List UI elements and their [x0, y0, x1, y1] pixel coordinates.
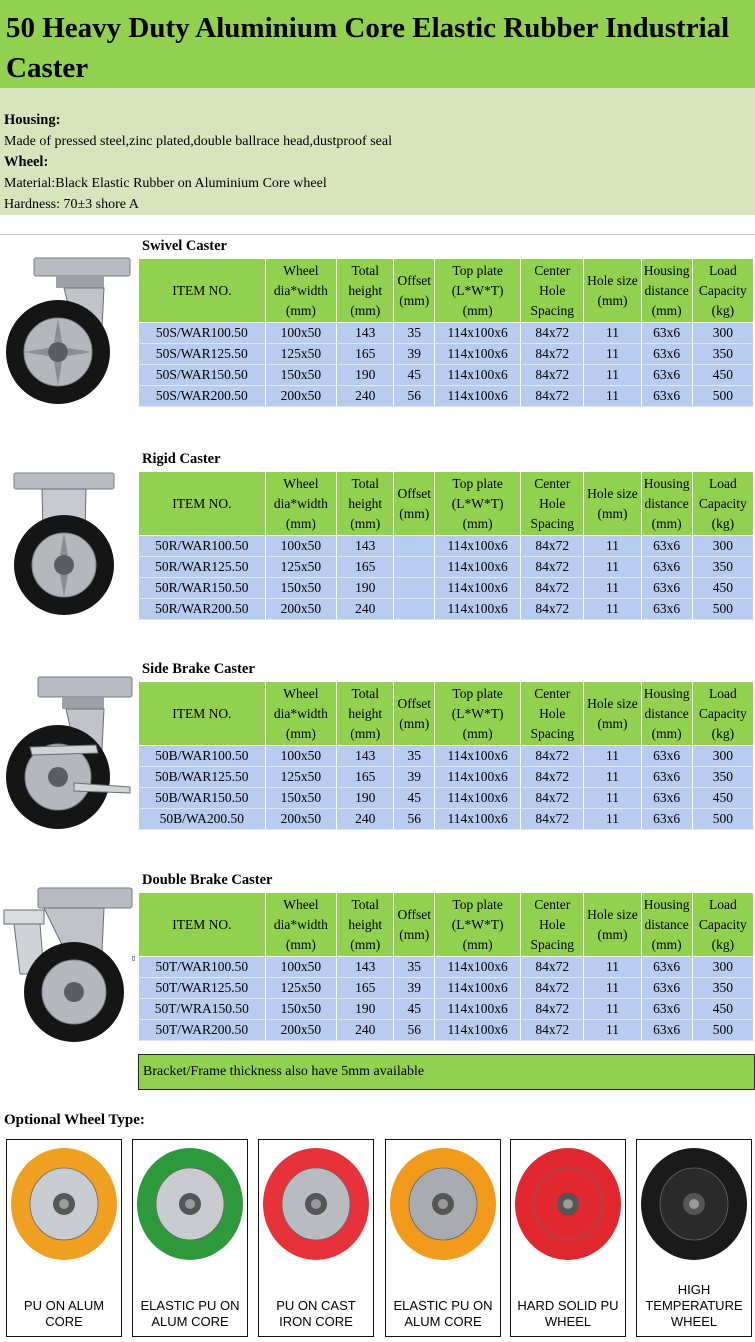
table-cell: 114x100x6 [435, 978, 521, 999]
table-cell: 50R/WAR125.50 [139, 557, 266, 578]
wheel-image [7, 1142, 121, 1266]
column-header: ITEM NO. [139, 259, 266, 323]
table-cell: 50T/WAR100.50 [139, 957, 266, 978]
table-cell: 350 [692, 344, 753, 365]
table-cell: 35 [394, 323, 435, 344]
column-header: Hole size (mm) [584, 259, 641, 323]
table-row [139, 746, 754, 767]
table-cell: 100x50 [265, 536, 337, 557]
table-cell: 11 [584, 578, 641, 599]
table-cell: 100x50 [265, 746, 337, 767]
table-cell: 240 [337, 809, 394, 830]
table-cell: 50B/WAR100.50 [139, 746, 266, 767]
table-cell: 35 [394, 746, 435, 767]
column-header: Load Capacity (kg) [692, 893, 753, 957]
wheel-image [511, 1142, 625, 1266]
optional-wheel-title: Optional Wheel Type: [4, 1112, 145, 1128]
table-cell: 165 [337, 978, 394, 999]
column-header: Offset (mm) [394, 472, 435, 536]
table-cell: 114x100x6 [435, 746, 521, 767]
table-cell: 39 [394, 344, 435, 365]
column-header: ITEM NO. [139, 893, 266, 957]
table-cell: 450 [692, 365, 753, 386]
title-bar [0, 0, 755, 88]
column-header: Load Capacity (kg) [692, 259, 753, 323]
table-cell: 11 [584, 557, 641, 578]
table-cell: 150x50 [265, 365, 337, 386]
table-cell: 63x6 [641, 999, 692, 1020]
column-header: ITEM NO. [139, 682, 266, 746]
table-cell: 63x6 [641, 978, 692, 999]
wheel-type-card [132, 1139, 248, 1337]
table-cell: 84x72 [521, 344, 584, 365]
column-header: Wheel dia*width (mm) [265, 259, 337, 323]
table-cell: 56 [394, 1020, 435, 1041]
table-cell: 114x100x6 [435, 999, 521, 1020]
table-cell: 190 [337, 999, 394, 1020]
table-cell: 11 [584, 365, 641, 386]
table-cell: 150x50 [265, 788, 337, 809]
table-cell: 350 [692, 978, 753, 999]
table-cell: 50B/WAR125.50 [139, 767, 266, 788]
table-cell: 56 [394, 386, 435, 407]
table-cell: 125x50 [265, 557, 337, 578]
table-cell: 300 [692, 746, 753, 767]
table-row [139, 599, 754, 620]
table-cell: 50T/WAR125.50 [139, 978, 266, 999]
table-cell: 114x100x6 [435, 578, 521, 599]
table-cell: 11 [584, 809, 641, 830]
table-cell: 114x100x6 [435, 536, 521, 557]
column-header: Wheel dia*width (mm) [265, 472, 337, 536]
table-cell: 150x50 [265, 999, 337, 1020]
table-row [139, 365, 754, 386]
table-cell: 50B/WAR150.50 [139, 788, 266, 809]
table-row [139, 557, 754, 578]
table-cell: 11 [584, 746, 641, 767]
table-cell: 500 [692, 809, 753, 830]
table-cell: 125x50 [265, 344, 337, 365]
table-cell: 63x6 [641, 557, 692, 578]
section-title: Swivel Caster [142, 238, 227, 254]
column-header: Top plate (L*W*T) (mm) [435, 893, 521, 957]
double-brake-spec-table [138, 892, 754, 1041]
column-header: Center Hole Spacing [521, 682, 584, 746]
housing-heading: Housing: [4, 112, 61, 128]
table-cell: 63x6 [641, 767, 692, 788]
wheel-type-label: ELASTIC PU ON ALUM CORE [140, 1298, 240, 1329]
column-header: Hole size (mm) [584, 472, 641, 536]
table-cell: 84x72 [521, 599, 584, 620]
table-cell: 84x72 [521, 578, 584, 599]
housing-text: Made of pressed steel,zinc plated,double ballrace head,dustproof seal [4, 134, 392, 149]
table-row [139, 344, 754, 365]
column-header: Offset (mm) [394, 893, 435, 957]
spec-panel [0, 88, 755, 215]
wheel-image [259, 1142, 373, 1266]
section-title: Double Brake Caster [142, 872, 273, 888]
table-cell: 63x6 [641, 536, 692, 557]
table-cell: 50B/WA200.50 [139, 809, 266, 830]
table-row [139, 767, 754, 788]
table-cell: 143 [337, 957, 394, 978]
column-header: Housing distance (mm) [641, 472, 692, 536]
table-cell: 56 [394, 809, 435, 830]
table-cell: 63x6 [641, 599, 692, 620]
table-cell: 165 [337, 767, 394, 788]
table-cell: 114x100x6 [435, 767, 521, 788]
table-cell: 11 [584, 957, 641, 978]
table-cell: 450 [692, 578, 753, 599]
table-cell: 11 [584, 978, 641, 999]
table-cell: 143 [337, 746, 394, 767]
table-cell: 84x72 [521, 536, 584, 557]
thickness-note: Bracket/Frame thickness also have 5mm available [138, 1054, 755, 1090]
table-cell [394, 536, 435, 557]
wheel-hardness: Hardness: 70±3 shore A [4, 197, 139, 212]
table-row [139, 999, 754, 1020]
table-cell: 143 [337, 536, 394, 557]
table-cell: 84x72 [521, 767, 584, 788]
table-cell: 500 [692, 1020, 753, 1041]
column-header: Offset (mm) [394, 259, 435, 323]
column-header: Total height (mm) [337, 259, 394, 323]
column-header: Load Capacity (kg) [692, 682, 753, 746]
wheel-image [133, 1142, 247, 1266]
wheel-image [637, 1142, 751, 1266]
table-cell: 114x100x6 [435, 809, 521, 830]
wheel-type-label: PU ON CAST IRON CORE [276, 1298, 356, 1329]
table-cell: 50T/WAR200.50 [139, 1020, 266, 1041]
table-cell: 84x72 [521, 1020, 584, 1041]
table-cell: 45 [394, 999, 435, 1020]
section-title: Rigid Caster [142, 451, 221, 467]
table-cell: 63x6 [641, 1020, 692, 1041]
table-cell: 240 [337, 599, 394, 620]
wheel-type-card [258, 1139, 374, 1337]
table-cell: 114x100x6 [435, 557, 521, 578]
table-cell: 11 [584, 344, 641, 365]
table-cell: 100x50 [265, 323, 337, 344]
side-brake-caster-image [0, 673, 136, 837]
table-cell: 45 [394, 365, 435, 386]
table-row [139, 809, 754, 830]
wheel-type-card [6, 1139, 122, 1337]
double-brake-caster-image [0, 884, 136, 1050]
table-cell: 500 [692, 386, 753, 407]
table-cell: 240 [337, 1020, 394, 1041]
wheel-type-label: PU ON ALUM CORE [23, 1298, 105, 1329]
table-cell: 84x72 [521, 386, 584, 407]
column-header: Center Hole Spacing [521, 893, 584, 957]
table-cell: 84x72 [521, 788, 584, 809]
table-cell: 200x50 [265, 1020, 337, 1041]
table-cell: 350 [692, 767, 753, 788]
table-cell: 50S/WAR150.50 [139, 365, 266, 386]
table-cell: 114x100x6 [435, 323, 521, 344]
table-cell: 300 [692, 536, 753, 557]
column-header: Wheel dia*width (mm) [265, 682, 337, 746]
divider [0, 234, 755, 235]
column-header: Center Hole Spacing [521, 259, 584, 323]
table-cell: 200x50 [265, 386, 337, 407]
table-cell: 84x72 [521, 809, 584, 830]
wheel-type-card [385, 1139, 501, 1337]
table-cell: 200x50 [265, 599, 337, 620]
table-cell: 39 [394, 767, 435, 788]
table-cell: 39 [394, 978, 435, 999]
column-header: Top plate (L*W*T) (mm) [435, 259, 521, 323]
rigid-caster-image [0, 465, 136, 625]
table-row [139, 788, 754, 809]
table-cell: 114x100x6 [435, 599, 521, 620]
marker-dot [132, 956, 135, 961]
table-cell: 125x50 [265, 978, 337, 999]
column-header: Total height (mm) [337, 682, 394, 746]
table-row [139, 978, 754, 999]
table-cell: 84x72 [521, 365, 584, 386]
table-row [139, 1020, 754, 1041]
table-cell: 200x50 [265, 809, 337, 830]
table-cell: 114x100x6 [435, 957, 521, 978]
table-cell: 500 [692, 599, 753, 620]
table-row [139, 536, 754, 557]
table-cell: 84x72 [521, 323, 584, 344]
column-header: Total height (mm) [337, 893, 394, 957]
column-header: Top plate (L*W*T) (mm) [435, 682, 521, 746]
table-row [139, 957, 754, 978]
table-cell: 50S/WAR125.50 [139, 344, 266, 365]
swivel-caster-image [0, 252, 136, 412]
table-row [139, 323, 754, 344]
table-cell: 114x100x6 [435, 344, 521, 365]
table-cell: 114x100x6 [435, 365, 521, 386]
table-cell: 84x72 [521, 746, 584, 767]
table-cell: 63x6 [641, 578, 692, 599]
table-cell: 84x72 [521, 957, 584, 978]
table-cell: 190 [337, 365, 394, 386]
column-header: Wheel dia*width (mm) [265, 893, 337, 957]
table-cell: 190 [337, 578, 394, 599]
table-cell: 45 [394, 788, 435, 809]
table-cell: 11 [584, 386, 641, 407]
table-cell: 63x6 [641, 746, 692, 767]
column-header: Total height (mm) [337, 472, 394, 536]
table-cell: 11 [584, 767, 641, 788]
table-cell: 63x6 [641, 323, 692, 344]
table-cell: 50S/WAR100.50 [139, 323, 266, 344]
swivel-spec-table [138, 258, 754, 407]
table-cell: 114x100x6 [435, 386, 521, 407]
column-header: Hole size (mm) [584, 682, 641, 746]
table-cell: 190 [337, 788, 394, 809]
table-cell: 100x50 [265, 957, 337, 978]
table-cell [394, 578, 435, 599]
table-cell: 11 [584, 999, 641, 1020]
table-cell: 63x6 [641, 809, 692, 830]
section-title: Side Brake Caster [142, 661, 255, 677]
wheel-type-label: ELASTIC PU ON ALUM CORE [393, 1298, 493, 1329]
table-row [139, 578, 754, 599]
table-cell: 300 [692, 323, 753, 344]
table-cell: 63x6 [641, 957, 692, 978]
column-header: Hole size (mm) [584, 893, 641, 957]
table-cell: 11 [584, 788, 641, 809]
table-cell: 11 [584, 536, 641, 557]
table-cell: 150x50 [265, 578, 337, 599]
table-cell: 84x72 [521, 557, 584, 578]
column-header: Offset (mm) [394, 682, 435, 746]
table-cell: 450 [692, 999, 753, 1020]
table-cell [394, 557, 435, 578]
column-header: ITEM NO. [139, 472, 266, 536]
table-cell: 84x72 [521, 978, 584, 999]
table-cell: 350 [692, 557, 753, 578]
page-title: 50 Heavy Duty Aluminium Core Elastic Rubber Industrial Caster [6, 12, 730, 84]
table-cell: 63x6 [641, 344, 692, 365]
column-header: Housing distance (mm) [641, 259, 692, 323]
wheel-type-label: HIGH TEMPERATURE WHEEL [645, 1282, 743, 1329]
wheel-heading: Wheel: [4, 154, 49, 170]
side-brake-spec-table [138, 681, 754, 830]
table-cell: 63x6 [641, 788, 692, 809]
wheel-type-card [510, 1139, 626, 1337]
table-cell: 165 [337, 557, 394, 578]
column-header: Housing distance (mm) [641, 682, 692, 746]
table-cell: 300 [692, 957, 753, 978]
table-cell: 63x6 [641, 386, 692, 407]
wheel-image [386, 1142, 500, 1266]
column-header: Load Capacity (kg) [692, 472, 753, 536]
wheel-type-card [636, 1139, 752, 1337]
column-header: Top plate (L*W*T) (mm) [435, 472, 521, 536]
column-header: Housing distance (mm) [641, 893, 692, 957]
table-cell: 114x100x6 [435, 788, 521, 809]
table-cell: 11 [584, 599, 641, 620]
table-row [139, 386, 754, 407]
column-header: Center Hole Spacing [521, 472, 584, 536]
table-cell: 114x100x6 [435, 1020, 521, 1041]
table-cell: 240 [337, 386, 394, 407]
table-cell: 50S/WAR200.50 [139, 386, 266, 407]
wheel-material: Material:Black Elastic Rubber on Aluminium Core wheel [4, 176, 327, 191]
table-cell: 11 [584, 323, 641, 344]
table-cell: 165 [337, 344, 394, 365]
table-cell: 143 [337, 323, 394, 344]
table-cell [394, 599, 435, 620]
table-cell: 84x72 [521, 999, 584, 1020]
table-cell: 50R/WAR150.50 [139, 578, 266, 599]
table-cell: 11 [584, 1020, 641, 1041]
table-cell: 50R/WAR100.50 [139, 536, 266, 557]
table-cell: 50T/WRA150.50 [139, 999, 266, 1020]
table-cell: 50R/WAR200.50 [139, 599, 266, 620]
rigid-spec-table [138, 471, 754, 620]
table-cell: 63x6 [641, 365, 692, 386]
table-cell: 35 [394, 957, 435, 978]
wheel-type-label: HARD SOLID PU WHEEL [517, 1298, 619, 1329]
table-cell: 125x50 [265, 767, 337, 788]
table-cell: 450 [692, 788, 753, 809]
